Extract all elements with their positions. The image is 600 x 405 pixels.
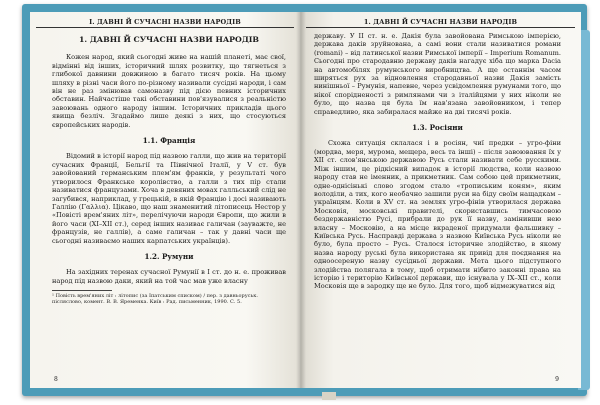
right-header-rule <box>306 27 575 28</box>
section-heading-romanians: 1.2. Румуни <box>144 251 194 261</box>
left-header-rule <box>36 27 294 28</box>
left-page <box>30 12 300 388</box>
right-page <box>300 12 581 388</box>
section-heading-france: 1.1. Франція <box>142 136 196 146</box>
section-text-russians: Схожа ситуація склалася і в росіян, чиї предки – угро-фіни (мордва, меря, мурома, мещера, весь та інші) – після завоювання їх у XII ст. слов'янською державою Русь стали називати себе русскими. Між іншим, це рідкісний випадок в історії людства, коли назвою народу став не іменник, а прикметник. Сам собою цей прикметник, одне-однісінькі слово згодом стало «тропиським коням», яким володіли, а тих, кого необачно зашили руси на біду своїм нащадкам – українцям. Коли в XV ст. на землях угро-фінів утворилася держава Московія, московські правителі, скориставшись тимчасовою бездержавністю Русі, прибрали до рук її назву, замінивши нею власну – Московію, а на місце вкраденої придумали фальшивку – Київська Русь. Насправді держава з назвою Київська Русь ніколи не було, була просто – Русь. Сталося історичне злодійство, в якому назва народу руські була використана як привід для поєднання на одноосереную назву сусідньої держави. Мета цього підступного злодійства полягала в тому, щоб отримати нібито законні права на історію і територію Київської держави, що існувала у IX–XII ст., коли Московія ще в зародку ще не було. Для того, щоб відмежуватися від <box>314 139 561 291</box>
left-text-block <box>52 32 286 370</box>
right-text-block <box>314 32 561 370</box>
right-page-number: 9 <box>555 376 559 383</box>
chapter-heading: 1. ДАВНІ Й СУЧАСНІ НАЗВИ НАРОДІВ <box>78 35 260 44</box>
book-gutter-shadow <box>296 12 306 388</box>
intro-paragraph: Кожен народ, який сьогодні живе на нашій планеті, має свої, відмінні від інших, історичний шлях розвитку, що тягнеться з глибокої давнини довжиною в багато тисяч років. На цьому шляху в різні часи його по-різному називали сусідні народи, і сам він не раз змінював самоназву під дією певних історичних обставин. Найчастіше такі обставини пов'язувалися з реальністю завоювань одного народу іншим. Історичних прикладів цього явища безліч. Згадаймо лише деякі з них, що стосуються європейських народів. <box>52 53 286 129</box>
section-heading-russians: 1.3. Росіяни <box>412 123 463 133</box>
footnote: ¹ Повість врем'яних літ : літопис (за Іпатським списком) / пер. з давньоруськ. післяслово, комент. В. В. Яременка. Київ : Рад. письменник, 1990. С. 5. <box>52 293 258 306</box>
section-text-france: Відомий в історії народ під назвою галли, що жив на території сучасних Франції, Бельгії та Північної Італії, у V ст. був завойований германським плем'ям франків, у результаті чого утворилося Франкське королівство, а галли з тих пір стали називатися французами. Хоча в девяних мовах галльський слід не загубився, наприклад, у грецькій, в якій Францію і досі називають Галлію (Γαλλια). Цікаво, що наш знаменитий літописець Нестор у «Повісті врем'яних літ», перелічуючи народи Європи, що жили в його часи (XI–XII ст.), серед інших називає галичан (зауважте, не французів, не галлів), а саме галичан – так у давні часи ще сьогодні називаємо наших карпатських українців). <box>52 152 286 245</box>
right-running-header: 1. ДАВНІ Й СУЧАСНІ НАЗВИ НАРОДІВ <box>363 18 518 26</box>
page-edges <box>322 392 336 400</box>
left-running-header: I. ДАВНІ Й СУЧАСНІ НАЗВИ НАРОДІВ <box>89 18 241 26</box>
continued-paragraph: державу. У II ст. н. е. Дакія була завойована Римською імперією, держава даків зруйнована, а самі вони стали називатися романи (romani) – від латинської назви Римської імперії – Imperium Romanum. Сьогодні про стародавню державу даків нагадує хіба що марка Dacia на автомобілях румунського виробництва. А ще останнім часом ширяться рух за відновлення стародавньої назви Дакія замість нинішньої – Румунія, напевне, через усвідомлення румунами того, що нікої спорідненості з римлянами чи з італійцями у них ніколи не було, що назва ця була їм нав'язана завойовником, і тепер справедливо, яка забиралася майже на дві тисячі років. <box>314 32 561 116</box>
left-page-number: 8 <box>54 376 58 383</box>
section-text-romanians: На західних теренах сучасної Румунії в I ст. до н. е. проживав народ під назвою даки, який на той час мав уже власну <box>52 268 286 285</box>
footnote-rule <box>52 290 112 291</box>
